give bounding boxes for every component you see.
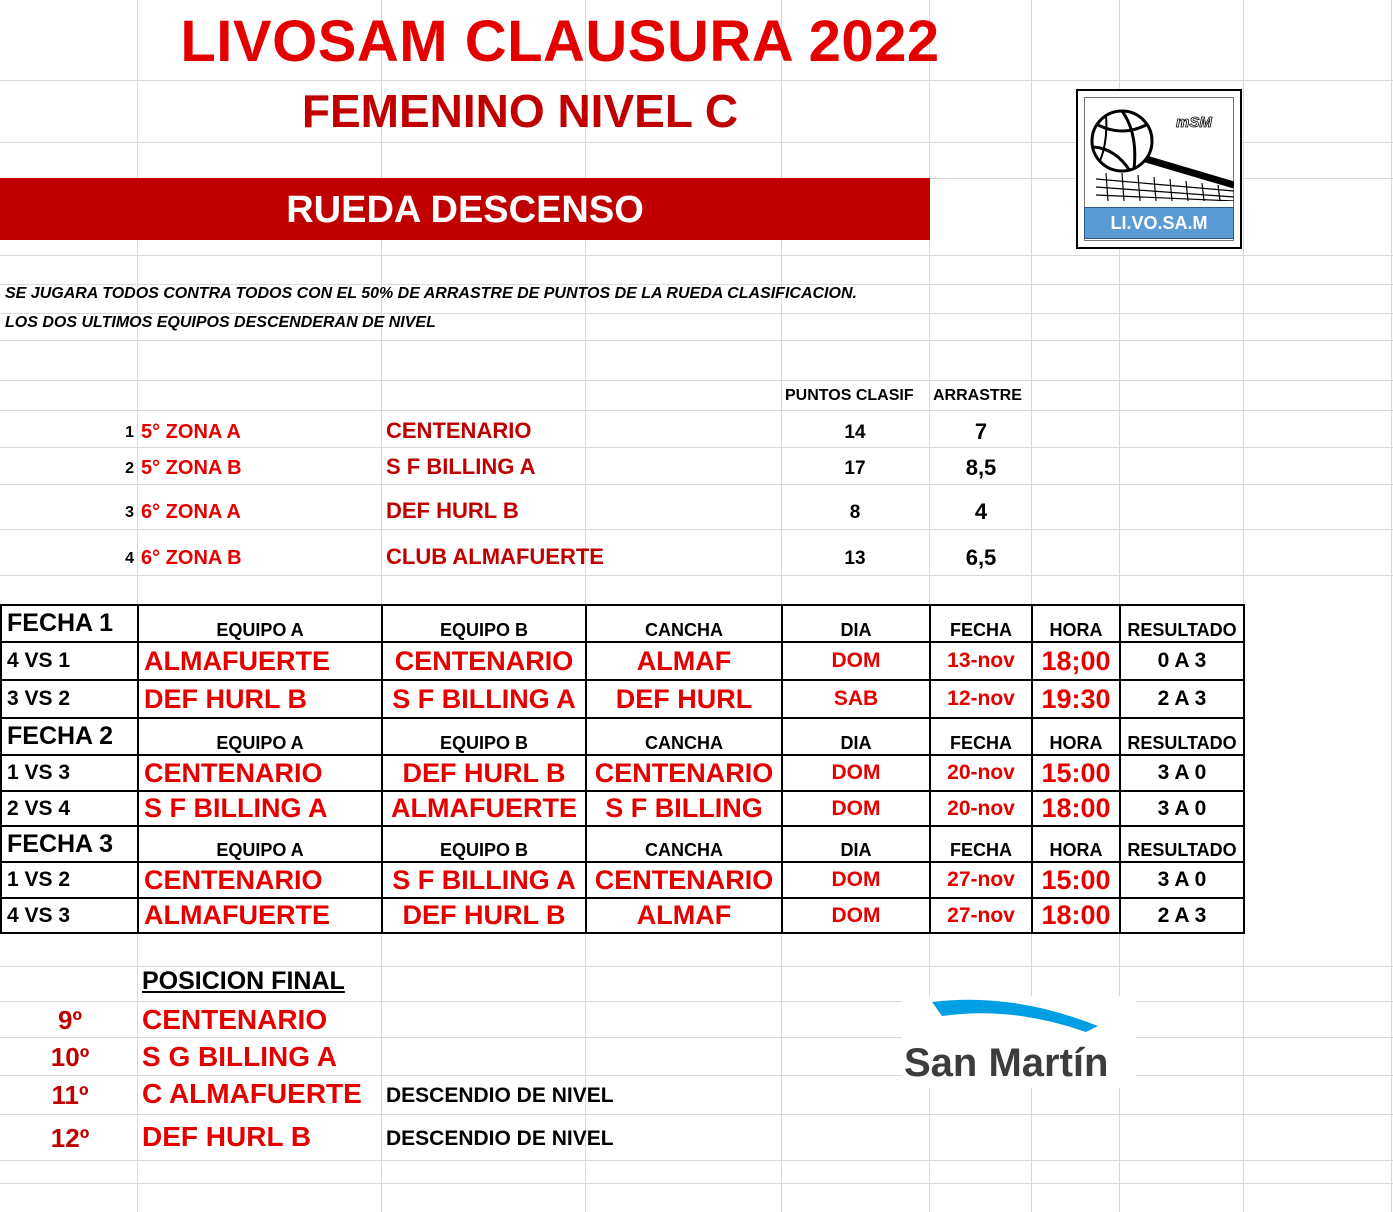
logo-msm-text: mSM (1176, 114, 1212, 131)
final-team: DEF HURL B (142, 1121, 312, 1152)
match-time: 18:00 (1032, 898, 1120, 933)
match-time: 15:00 (1032, 862, 1120, 898)
col-team-b: EQUIPO B (382, 605, 586, 642)
carry-header: ARRASTRE (933, 387, 1022, 404)
final-note: DESCENDIO DE NIVEL (386, 1084, 614, 1107)
round-header-row (1, 605, 1244, 642)
col-team-a: EQUIPO A (138, 605, 382, 642)
section-banner: RUEDA DESCENSO (0, 178, 930, 240)
match-date: 20-nov (930, 755, 1032, 791)
match-day: DOM (782, 791, 930, 826)
col-date: FECHA (930, 718, 1032, 755)
match-row (1, 791, 1244, 826)
livosam-logo (1076, 89, 1242, 249)
col-date: FECHA (930, 826, 1032, 862)
col-court: CANCHA (586, 605, 782, 642)
match-time: 18:00 (1032, 791, 1120, 826)
col-team-a: EQUIPO A (138, 826, 382, 862)
match-date: 13-nov (930, 642, 1032, 680)
team-name: CLUB ALMAFUERTE (386, 544, 604, 569)
round-label: FECHA 2 (1, 718, 138, 755)
match-team-b: CENTENARIO (382, 642, 586, 680)
col-day: DIA (782, 826, 930, 862)
match-result: 3 A 0 (1120, 755, 1244, 791)
match-court: S F BILLING (586, 791, 782, 826)
col-time: HORA (1032, 826, 1120, 862)
match-team-b: S F BILLING A (382, 862, 586, 898)
team-points: 13 (844, 548, 866, 569)
match-team-a: S F BILLING A (138, 791, 382, 826)
round-label: FECHA 3 (1, 826, 138, 862)
team-points: 14 (844, 422, 866, 443)
team-zone: 5° ZONA A (141, 421, 241, 443)
match-result: 3 A 0 (1120, 791, 1244, 826)
col-team-b: EQUIPO B (382, 826, 586, 862)
col-result: RESULTADO (1120, 826, 1244, 862)
match-court: CENTENARIO (586, 755, 782, 791)
final-team: C ALMAFUERTE (142, 1078, 362, 1109)
match-team-b: DEF HURL B (382, 898, 586, 933)
col-court: CANCHA (586, 826, 782, 862)
team-points: 8 (849, 502, 861, 523)
note-line-2: LOS DOS ULTIMOS EQUIPOS DESCENDERAN DE NIVEL (5, 314, 436, 331)
final-rank: 10º (50, 1042, 90, 1072)
match-pairing: 4 VS 1 (1, 642, 138, 680)
team-zone: 6° ZONA A (141, 501, 241, 523)
match-result: 3 A 0 (1120, 862, 1244, 898)
team-number: 1 (125, 424, 134, 441)
team-carry: 7 (974, 419, 988, 444)
col-day: DIA (782, 718, 930, 755)
note-line-1: SE JUGARA TODOS CONTRA TODOS CON EL 50% DE ARRASTRE DE PUNTOS DE LA RUEDA CLASIFICACION. (5, 285, 857, 302)
col-result: RESULTADO (1120, 605, 1244, 642)
match-row (1, 898, 1244, 933)
final-rank: 9º (58, 1005, 82, 1035)
match-team-b: DEF HURL B (382, 755, 586, 791)
round-header-row (1, 826, 1244, 862)
fixture-table (0, 604, 1245, 934)
match-row (1, 680, 1244, 718)
col-court: CANCHA (586, 718, 782, 755)
match-pairing: 2 VS 4 (1, 791, 138, 826)
match-court: DEF HURL (586, 680, 782, 718)
sponsor-name: San Martín (904, 1041, 1109, 1085)
final-team: S G BILLING A (142, 1041, 337, 1072)
team-zone: 5° ZONA B (141, 457, 242, 479)
match-court: ALMAF (586, 642, 782, 680)
page-title: LIVOSAM CLAUSURA 2022 (180, 9, 940, 74)
team-number: 4 (125, 550, 134, 567)
match-row (1, 862, 1244, 898)
match-day: DOM (782, 755, 930, 791)
match-team-a: ALMAFUERTE (138, 642, 382, 680)
match-result: 2 A 3 (1120, 680, 1244, 718)
col-day: DIA (782, 605, 930, 642)
team-carry: 8,5 (965, 455, 997, 480)
match-row (1, 642, 1244, 680)
col-team-a: EQUIPO A (138, 718, 382, 755)
col-time: HORA (1032, 718, 1120, 755)
match-pairing: 1 VS 2 (1, 862, 138, 898)
final-rank: 12º (50, 1123, 90, 1153)
final-note: DESCENDIO DE NIVEL (386, 1127, 614, 1150)
arc-swoosh-icon (902, 996, 1136, 1088)
match-pairing: 3 VS 2 (1, 680, 138, 718)
team-name: CENTENARIO (386, 418, 532, 443)
match-day: DOM (782, 898, 930, 933)
match-team-a: CENTENARIO (138, 755, 382, 791)
team-name: S F BILLING A (386, 454, 536, 479)
round-label: FECHA 1 (1, 605, 138, 642)
team-points: 17 (844, 458, 866, 479)
final-position-heading: POSICION FINAL (142, 967, 345, 995)
match-date: 20-nov (930, 791, 1032, 826)
col-team-b: EQUIPO B (382, 718, 586, 755)
match-day: SAB (782, 680, 930, 718)
points-header: PUNTOS CLASIF (785, 387, 914, 404)
match-time: 18;00 (1032, 642, 1120, 680)
match-team-a: CENTENARIO (138, 862, 382, 898)
match-court: ALMAF (586, 898, 782, 933)
volleyball-icon (1086, 101, 1234, 201)
match-time: 15:00 (1032, 755, 1120, 791)
match-result: 0 A 3 (1120, 642, 1244, 680)
match-pairing: 1 VS 3 (1, 755, 138, 791)
match-time: 19:30 (1032, 680, 1120, 718)
team-carry: 4 (974, 499, 988, 524)
match-date: 27-nov (930, 898, 1032, 933)
match-date: 12-nov (930, 680, 1032, 718)
col-date: FECHA (930, 605, 1032, 642)
match-row (1, 755, 1244, 791)
team-zone: 6° ZONA B (141, 547, 242, 569)
logo-band-label: LI.VO.SA.M (1084, 207, 1234, 239)
match-team-a: DEF HURL B (138, 680, 382, 718)
team-number: 3 (125, 504, 134, 521)
match-result: 2 A 3 (1120, 898, 1244, 933)
match-team-b: S F BILLING A (382, 680, 586, 718)
team-name: DEF HURL B (386, 498, 519, 523)
match-date: 27-nov (930, 862, 1032, 898)
match-pairing: 4 VS 3 (1, 898, 138, 933)
match-day: DOM (782, 642, 930, 680)
san-martin-logo (902, 996, 1136, 1088)
final-team: CENTENARIO (142, 1004, 328, 1035)
match-court: CENTENARIO (586, 862, 782, 898)
col-time: HORA (1032, 605, 1120, 642)
match-team-b: ALMAFUERTE (382, 791, 586, 826)
match-day: DOM (782, 862, 930, 898)
team-number: 2 (125, 460, 134, 477)
match-team-a: ALMAFUERTE (138, 898, 382, 933)
page-subtitle: FEMENINO NIVEL C (301, 85, 739, 137)
final-rank: 11º (51, 1080, 89, 1110)
col-result: RESULTADO (1120, 718, 1244, 755)
team-carry: 6,5 (965, 545, 997, 570)
round-header-row (1, 718, 1244, 755)
